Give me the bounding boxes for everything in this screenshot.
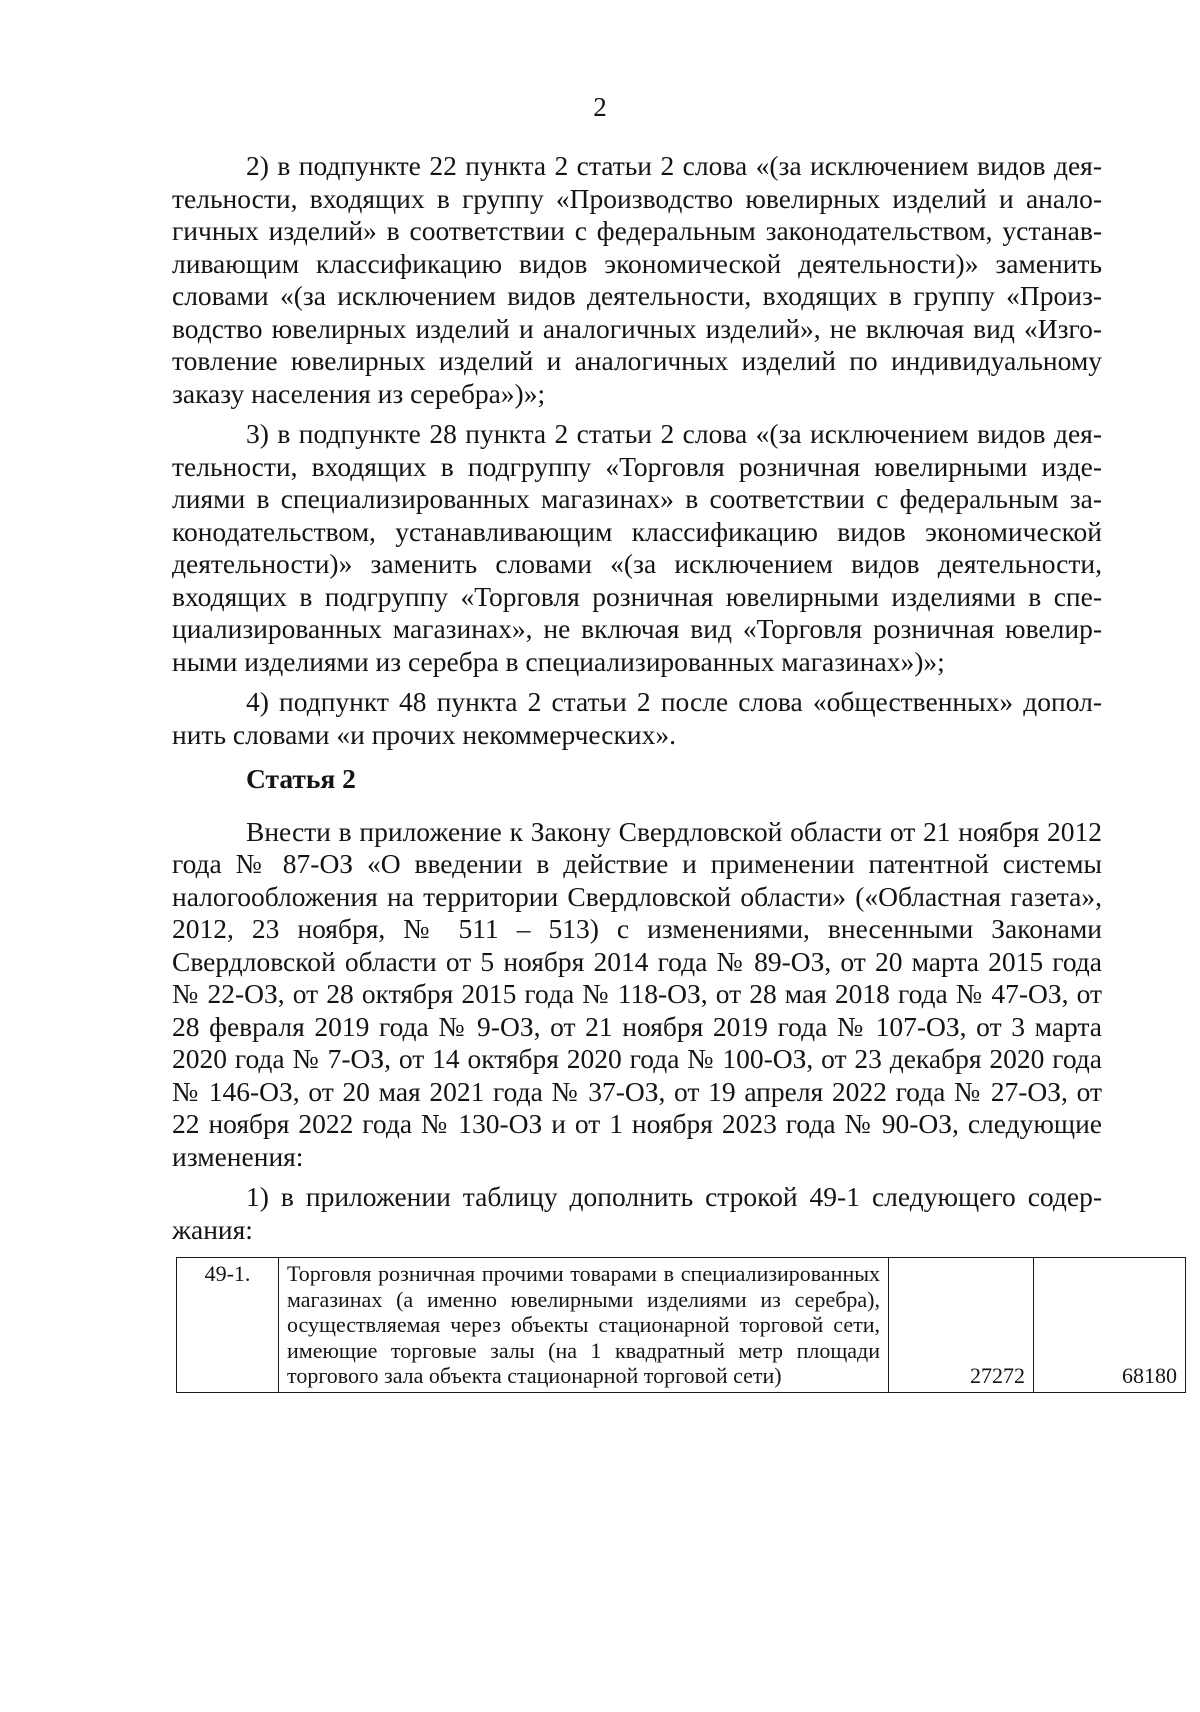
row-value-1-cell: 27272 [889, 1258, 1034, 1393]
article-intro-paragraph: Внести в приложение к Закону Свердловской области от 21 ноября 2012 года № 87-ОЗ «О введении в действие и применении патентной системы налогообложения на территории Свердловской области» («Областная газета», 2012, 23 ноября, № 511 – 513) с изменениями, внесенными Законами Свердловской области от 5 ноября 2014 года № 89-ОЗ, от 20 марта 2015 года № 22-ОЗ, от 28 октября 2015 года № 118-ОЗ, от 28 мая 2018 года № 47-ОЗ, от 28 февраля 2019 года № 9-ОЗ, от 21 ноября 2019 года № 107-ОЗ, от 3 марта 2020 года № 7-ОЗ, от 14 октября 2020 года № 100-ОЗ, от 23 декабря 2020 года № 146-ОЗ, от 20 мая 2021 года № 37-ОЗ, от 19 апреля 2022 года № 27-ОЗ, от 22 ноября 2022 года № 130-ОЗ и от 1 ноября 2023 года № 90-ОЗ, следующие изменения: [172, 815, 1102, 1172]
paragraph-item-3: 3) в подпункте 28 пункта 2 статьи 2 слова «(за исключением видов деятельности, входящих в подгруппу «Торговля розничная ювелирными изделиями в специализированных магазинах» в соответствии с федеральным законодательством, устанавливающим классификацию видов экономической деятельности)» заменить словами «(за исключением видов деятельности, входящих в подгруппу «Торговля розничная ювелирными изделиями в специализированных магазинах», не включая вид «Торговля розничная ювелирными изделиями из серебра в специализированных магазинах»)»; [172, 418, 1102, 677]
paragraph-item-2: 2) в подпункте 22 пункта 2 статьи 2 слова «(за исключением видов деятельности, входящих в группу «Производство ювелирных изделий и аналогичных изделий» в соответствии с федеральным законодательством, устанавливающим классификацию видов экономической деятельности)» заменить словами «(за исключением видов деятельности, входящих в группу «Производство ювелирных изделий и аналогичных изделий», не включая вид «Изготовление ювелирных изделий и аналогичных изделий по индивидуальному заказу населения из серебра»)»; [172, 150, 1102, 409]
paragraph-item-4: 4) подпункт 48 пункта 2 статьи 2 после слова «общественных» дополнить словами «и прочих некоммерческих». [172, 686, 1102, 750]
appendix-table [176, 1257, 1186, 1393]
row-description-cell: Торговля розничная прочими товарами в специализированных магазинах (а именно ювелирными изделиями из серебра), осуществляемая через объекты стационарной торговой сети, имеющие торговые залы (на 1 квадратный метр площади торгового зала объекта стационарной торговой сети) [279, 1258, 889, 1393]
article-heading: Статья 2 [246, 763, 356, 794]
table-row [177, 1258, 1186, 1393]
row-number-cell: 49-1. [177, 1258, 279, 1393]
document-body [172, 150, 1102, 1254]
page-number: 2 [593, 92, 607, 122]
paragraph-amendment-1: 1) в приложении таблицу дополнить строкой 49-1 следующего содержания: [172, 1181, 1102, 1245]
row-value-2-cell: 68180 [1034, 1258, 1186, 1393]
